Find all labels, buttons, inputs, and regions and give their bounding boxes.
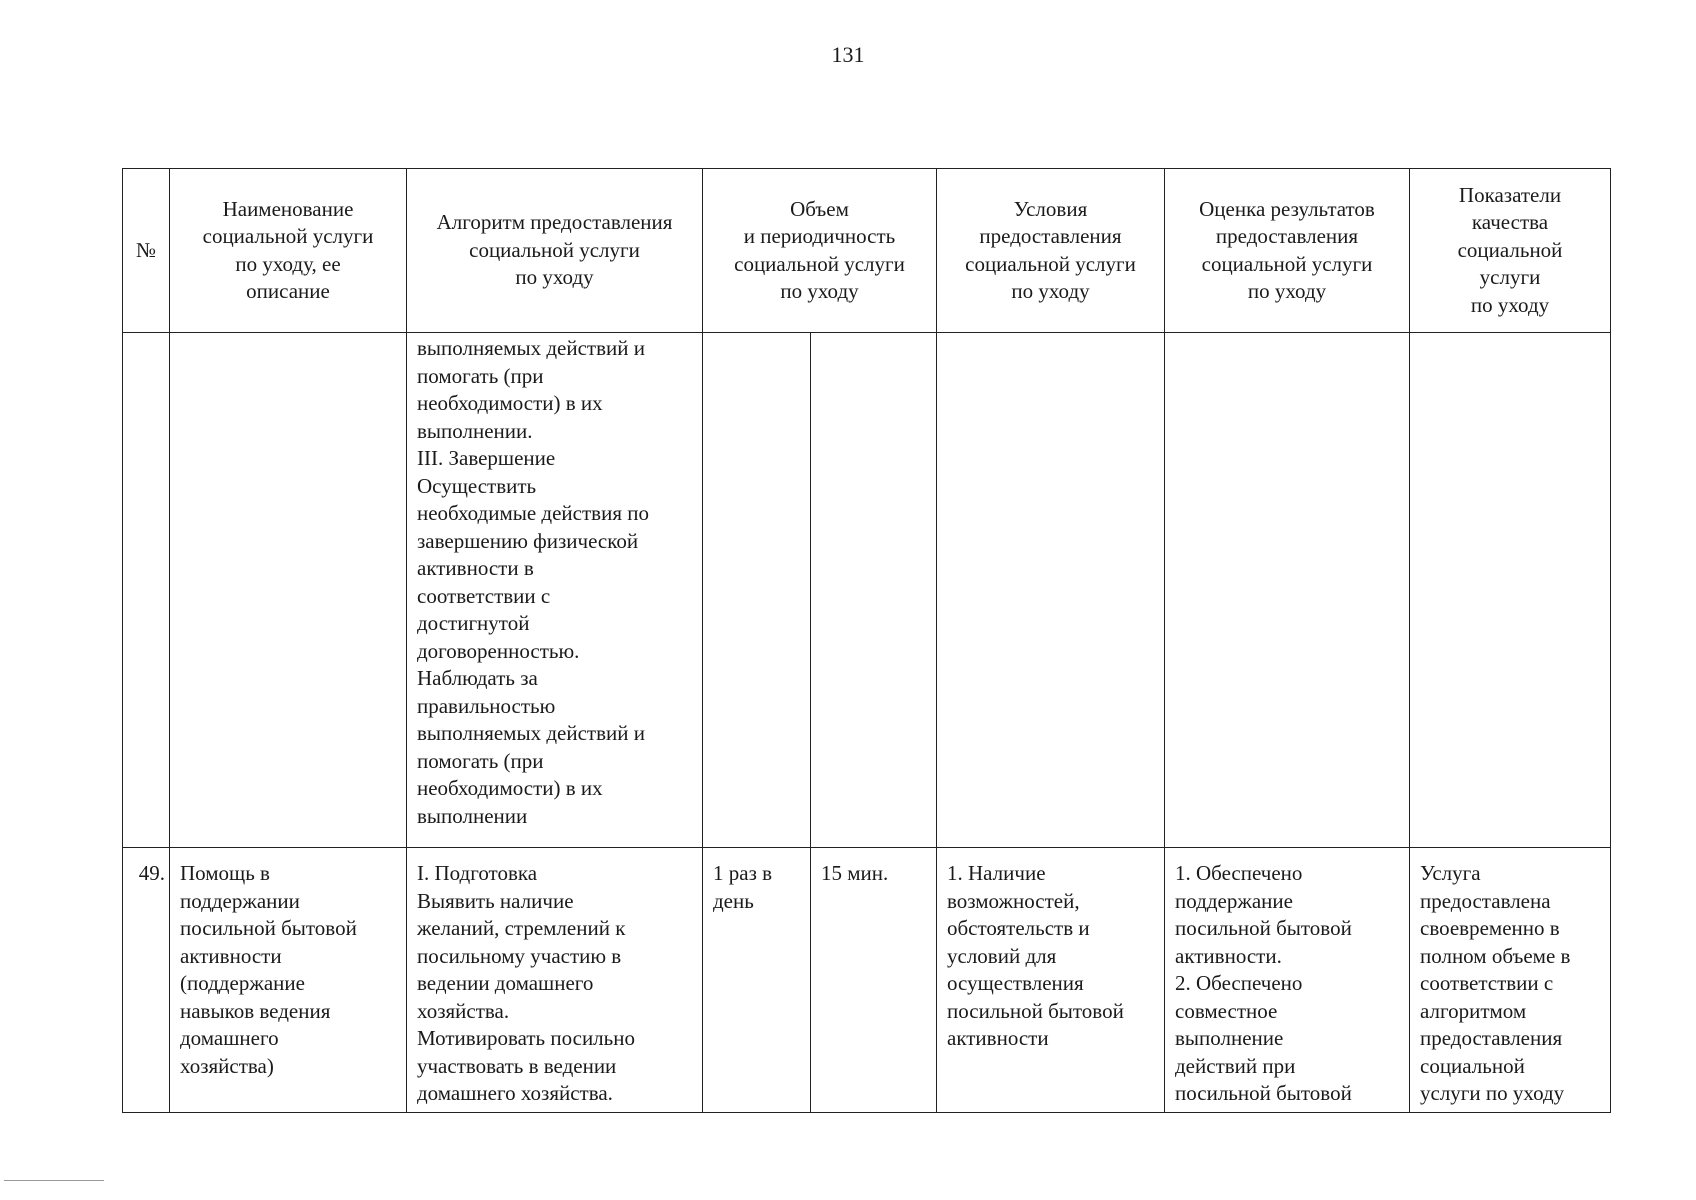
- row-frequency: 1 раз в день: [703, 848, 811, 1113]
- header-evaluation: Оценка результатов предоставления социальной услуги по уходу: [1165, 169, 1410, 333]
- table-row: [123, 848, 1611, 1113]
- footer-divider: [4, 1180, 104, 1181]
- row-duration: 15 мин.: [811, 848, 937, 1113]
- row-quality: [1410, 333, 1611, 848]
- row-quality: Услуга предоставлена своевременно в полном объеме в соответствии с алгоритмом предоставления социальной услуги по уходу: [1410, 848, 1611, 1113]
- page-number: 131: [831, 42, 865, 67]
- row-name: [170, 333, 407, 848]
- row-algorithm: выполняемых действий и помогать (при необходимости) в их выполнении. III. Завершение Осуществить необходимые действия по завершению физической активности в соответствии с достигнутой договоренностью. Наблюдать за правильностью выполняемых действий и помогать (при необходимости) в их выполнении: [407, 333, 703, 848]
- row-duration: [811, 333, 937, 848]
- header-conditions: Условия предоставления социальной услуги по уходу: [937, 169, 1165, 333]
- row-name: Помощь в поддержании посильной бытовой активности (поддержание навыков ведения домашнего хозяйства): [170, 848, 407, 1113]
- services-table: [122, 168, 1611, 1113]
- row-algorithm: I. Подготовка Выявить наличие желаний, стремлений к посильному участию в ведении домашнего хозяйства. Мотивировать посильно участвовать в ведении домашнего хозяйства.: [407, 848, 703, 1113]
- row-num: 49.: [123, 848, 170, 1113]
- header-name: Наименование социальной услуги по уходу, ее описание: [170, 169, 407, 333]
- row-evaluation: 1. Обеспечено поддержание посильной бытовой активности. 2. Обеспечено совместное выполнение действий при посильной бытовой: [1165, 848, 1410, 1113]
- row-evaluation: [1165, 333, 1410, 848]
- table-header-row: [123, 169, 1611, 333]
- row-frequency: [703, 333, 811, 848]
- header-volume: Объем и периодичность социальной услуги по уходу: [703, 169, 937, 333]
- header-num: №: [123, 169, 170, 333]
- row-num: [123, 333, 170, 848]
- header-algorithm: Алгоритм предоставления социальной услуги по уходу: [407, 169, 703, 333]
- table-row: [123, 333, 1611, 848]
- row-conditions: 1. Наличие возможностей, обстоятельств и условий для осуществления посильной бытовой активности: [937, 848, 1165, 1113]
- row-conditions: [937, 333, 1165, 848]
- header-quality: Показатели качества социальной услуги по уходу: [1410, 169, 1611, 333]
